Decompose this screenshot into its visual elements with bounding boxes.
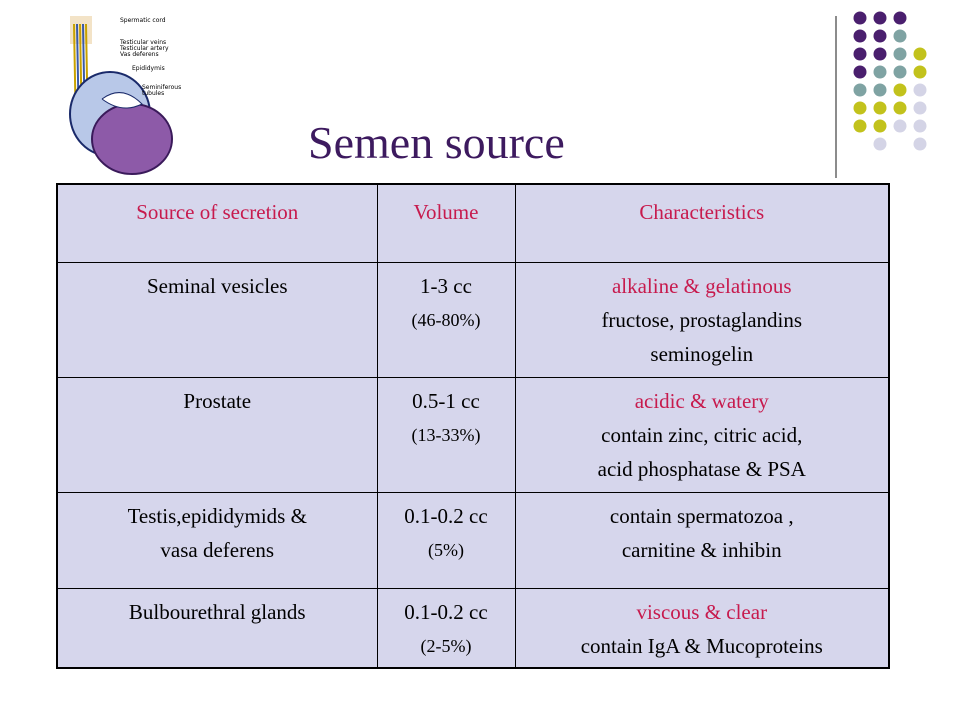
- characteristics-line: contain zinc, citric acid,: [601, 422, 803, 447]
- decorative-dot: [914, 138, 927, 151]
- decorative-dot: [914, 84, 927, 97]
- decorative-dot: [894, 12, 907, 25]
- cell-volume: [377, 588, 515, 668]
- illustration-label: tubules: [142, 90, 165, 97]
- characteristics-line: contain IgA & Mucoproteins: [580, 633, 823, 658]
- decorative-dot: [894, 48, 907, 61]
- decorative-dot: [894, 66, 907, 79]
- decorative-dot: [914, 48, 927, 61]
- decorative-dot: [874, 84, 887, 97]
- illustration-label: Vas deferens: [120, 51, 159, 58]
- cell-characteristics: [515, 492, 889, 588]
- volume-value: 1-3 cc: [420, 273, 472, 298]
- decorative-dot: [914, 102, 927, 115]
- cell-source: Prostate: [57, 377, 377, 492]
- cell-characteristics: [515, 588, 889, 668]
- decorative-dot: [874, 30, 887, 43]
- table-row: [57, 377, 889, 492]
- cell-characteristics: [515, 377, 889, 492]
- cell-source: Seminal vesicles: [57, 262, 377, 377]
- header-source: Source of secretion: [57, 184, 377, 262]
- source-line: vasa deferens: [160, 537, 275, 562]
- source-line: Testis,epididymids &: [127, 503, 307, 528]
- decorative-dot: [854, 66, 867, 79]
- table-row: [57, 588, 889, 668]
- decorative-dot: [854, 120, 867, 133]
- semen-source-table: [56, 183, 890, 669]
- illustration-label: Testicular veins: [120, 39, 167, 46]
- illustration-label: Epididymis: [132, 65, 165, 72]
- characteristics-line: carnitine & inhibin: [621, 537, 782, 562]
- decorative-divider: [835, 16, 837, 178]
- characteristics-highlight: alkaline & gelatinous: [611, 273, 792, 298]
- illustration-label: Testicular artery: [120, 45, 169, 52]
- cell-volume: [377, 377, 515, 492]
- cell-volume: [377, 492, 515, 588]
- characteristics-line: acid phosphatase & PSA: [597, 456, 806, 481]
- cell-characteristics: [515, 262, 889, 377]
- table-header-row: [57, 184, 889, 262]
- illustration-label: Spermatic cord: [120, 17, 166, 24]
- characteristics-line: seminogelin: [650, 341, 754, 366]
- decorative-dot: [854, 102, 867, 115]
- volume-value: 0.5-1 cc: [412, 388, 480, 413]
- decorative-dot: [874, 66, 887, 79]
- decorative-dot: [854, 48, 867, 61]
- characteristics-line: fructose, prostaglandins: [601, 307, 803, 332]
- decorative-dot: [874, 120, 887, 133]
- characteristics-highlight: acidic & watery: [634, 388, 769, 413]
- volume-value: 0.1-0.2 cc: [404, 503, 488, 528]
- decorative-dot: [914, 120, 927, 133]
- decorative-dot: [894, 120, 907, 133]
- decorative-dot: [914, 66, 927, 79]
- illustration-label: Seminiferous: [142, 84, 182, 91]
- decorative-dot-grid: [840, 8, 960, 158]
- decorative-dot: [894, 30, 907, 43]
- decorative-dot: [894, 84, 907, 97]
- volume-percent: (46-80%): [411, 309, 481, 330]
- cell-volume: [377, 262, 515, 377]
- characteristics-line: contain spermatozoa ,: [609, 503, 794, 528]
- decorative-dot: [854, 84, 867, 97]
- decorative-dot: [854, 12, 867, 25]
- volume-percent: (2-5%): [420, 635, 472, 656]
- volume-percent: (13-33%): [411, 424, 481, 445]
- header-characteristics: Characteristics: [515, 184, 889, 262]
- table-row: [57, 262, 889, 377]
- volume-percent: (5%): [428, 539, 464, 560]
- cell-source: Bulbourethral glands: [57, 588, 377, 668]
- decorative-dot: [894, 102, 907, 115]
- decorative-dot: [874, 102, 887, 115]
- slide-title: Semen source: [308, 117, 565, 168]
- volume-value: 0.1-0.2 cc: [404, 599, 488, 624]
- cell-source: [57, 492, 377, 588]
- decorative-dot: [854, 30, 867, 43]
- testis-body: [92, 104, 172, 174]
- testis-anatomy-illustration: [62, 14, 192, 179]
- decorative-dot: [874, 48, 887, 61]
- table-row: [57, 492, 889, 588]
- characteristics-highlight: viscous & clear: [636, 599, 768, 624]
- decorative-dot: [874, 12, 887, 25]
- decorative-dot: [874, 138, 887, 151]
- header-volume: Volume: [377, 184, 515, 262]
